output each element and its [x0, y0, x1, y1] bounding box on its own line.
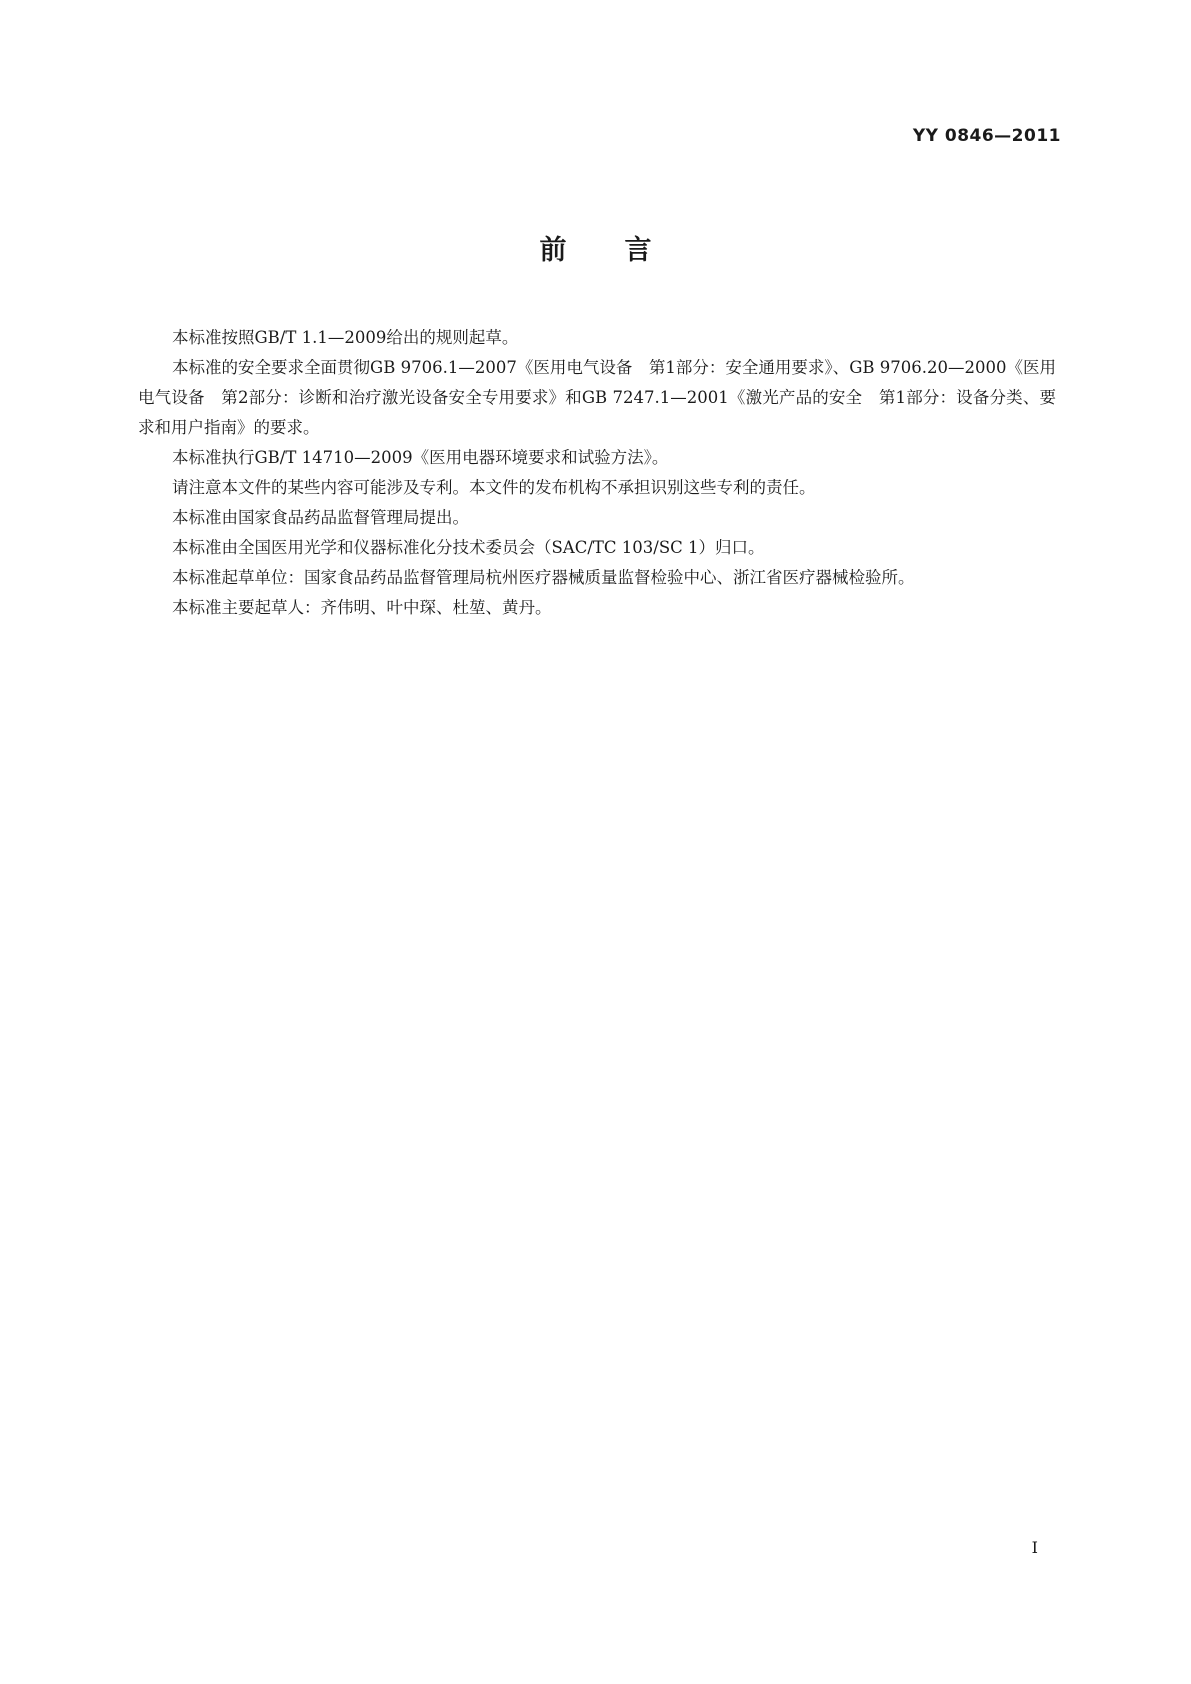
paragraph-drafting-units: 本标准起草单位：国家食品药品监督管理局杭州医疗器械质量监督检验中心、浙江省医疗器械检验所。: [172, 568, 915, 587]
page-number: I: [1031, 1538, 1038, 1557]
foreword-body: [138, 323, 1056, 623]
paragraph-environment-standard: 本标准执行GB/T 14710—2009《医用电器环境要求和试验方法》。: [172, 448, 669, 467]
paragraph-safety-requirements: 本标准的安全要求全面贯彻GB 9706.1—2007《医用电气设备 第1部分：安全通用要求》、GB 9706.20—2000《医用电气设备 第2部分：诊断和治疗激光设备安全专用要求》和GB 7247.1—2001《激光产品的安全 第1部分：设备分类、要求和用户指南》的要求。: [138, 358, 1056, 437]
paragraph-drafting-rules: 本标准按照GB/T 1.1—2009给出的规则起草。: [172, 328, 519, 347]
paragraph-committee: 本标准由全国医用光学和仪器标准化分技术委员会（SAC/TC 103/SC 1）归口。: [172, 538, 765, 557]
paragraph-patent-notice: 请注意本文件的某些内容可能涉及专利。本文件的发布机构不承担识别这些专利的责任。: [172, 478, 816, 497]
paragraph-proposer: 本标准由国家食品药品监督管理局提出。: [172, 508, 469, 527]
page-title: 前言: [539, 235, 710, 266]
paragraph-drafters: 本标准主要起草人：齐伟明、叶中琛、杜堃、黄丹。: [172, 598, 552, 617]
document-code: YY 0846—2011: [912, 126, 1061, 146]
